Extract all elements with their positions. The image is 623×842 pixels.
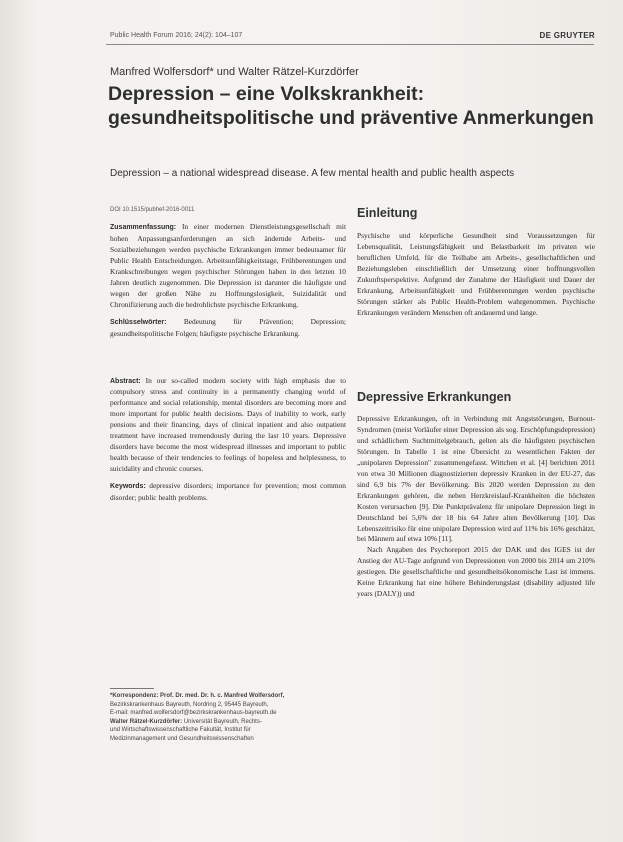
left-column xyxy=(110,222,346,504)
keywords-text: depressive disorders; importance for prevention; most common disorder; public health problems. xyxy=(110,481,346,503)
einleitung-text: Psychische und körperliche Gesundheit sind Vorаussetzungen für Lebensqualität, Leistungsfähigkeit und Belastbarkeit im privaten wie beruflichen Umfeld, für die Teilhabe am Arbeits-, gesellschaftlichen und Beziehungsleben einschließlich der Umsetzung einer hoffnungsvollen Zukunftsperspektive. Aufgrund der Zunahme der Häufigkeit und Dauer der Erkrankung, Arbeitsunfähigkeit und Frühberentungen werden psychische Störungen stärker als Public Health-Problem wahrgenommen. Psychische Erkrankungen verändern Menschen oft andauernd und lange. xyxy=(357,231,595,317)
journal-citation: Public Health Forum 2016; 24(2): 104–107 xyxy=(110,32,243,39)
abstract-text: In our so-called modern society with high emphasis due to compulsory stress and continuity in a permanently changing world of performance and social relationship, mental disorders are becoming more and more important for public health decisions. Days of inability to work, early pensions and their financing, days of clinical inpatient and also outpatient treatment have increased tremendously during the last 10 years. Depressive disorders have become the most widespread illnesses and important to public health because of their tendencies to feelings of hopeless and helplessness, to suicidality and chronic courses. xyxy=(110,375,346,474)
footnote-line: Bezirkskrankenhaus Bayreuth, Nordring 2, 95445 Bayreuth, xyxy=(110,701,269,708)
header-divider xyxy=(106,44,594,45)
keywords xyxy=(110,481,346,504)
keywords-label: Keywords: xyxy=(110,483,146,491)
schluesselwoerter-label: Schlüsselwörter: xyxy=(110,318,167,326)
footnote-line: und Wirtschaftswissenschaftliche Fakultät, Institut für xyxy=(110,727,251,734)
footnote-line: Medizinmanagement und Gesundheitswissenschaften xyxy=(110,735,254,742)
footnote-coauthor: Walter Rätzel-Kurzdörfer: xyxy=(110,718,183,725)
zusammenfassung-label: Zusammenfassung: xyxy=(110,224,177,231)
footnote-email: E-mail: manfred.wolfersdorf@bezirkskrankenhaus-bayreuth.de xyxy=(110,710,277,717)
schluesselwoerter-text: Bedeutung für Prävention; Depression; gesundheitspolitische Folgen; häufigste psychische Erkrankung. xyxy=(110,316,346,338)
publisher-logo: DE GRUYTER xyxy=(539,31,595,40)
footnote-line: Universität Bayreuth, Rechts- xyxy=(182,718,262,725)
paragraph: Nach Angaben des Psychoreport 2015 der DAK und des IGES ist der Anstieg der AU-Tage aufgrund von Depressionen von 2000 bis 2014 um 210% gestiegen. Die gesellschaftliche und gesundheitsökonomische Last ist immens. Keine Erkrankung hat eine höhere Behinderungslast (disability adjusted life years (DALY)) und xyxy=(357,545,595,599)
footnote-correspondence: *Korrespondenz: Prof. Dr. med. Dr. h. c. Manfred Wolfersdorf, xyxy=(110,693,285,699)
paragraph: Depressive Erkrankungen, oft in Verbindung mit Angststörungen, Burnout-Syndromen (meist Vorläufer einer Depression als sog. Erschöpfungsdepression) und schädlichem Suchtmittelgebrauch, gelten als die häufigsten psychischen Störungen. In Tabelle 1 ist eine Übersicht zu wesentlichen Fakten der „unipolaren Depression" zusammengefasst. Wittchen et al. [4] berichten 2011 von etwa 30 Millionen diagnostizierten depressiv Kranken in der EU-27, das sind 6,9 bis 7% der Bevölkerung. Bis 2020 werden Depression zu den Erkrankungen gehören, die neben Herzkreislauf-Krankheiten die höchsten Kosten verursachen [9]. Die Punktprävalenz für unipolare Depression liegt in Deutschland bei 5,6% der 18 bis 64 Jahre alten Bevölkerung [10]. Das Lebenszeitrisiko für eine unipolare Depression wird auf 11% bis 16% geschätzt, bei Männern auf etwa 10% [11]. xyxy=(357,414,595,544)
schluesselwoerter xyxy=(110,317,346,340)
footnote-divider xyxy=(110,688,154,689)
depressive-erkrankungen-text xyxy=(357,414,595,600)
abstract-label: Abstract: xyxy=(110,377,141,385)
section-heading-einleitung: Einleitung xyxy=(357,206,418,220)
abstract xyxy=(110,376,346,476)
article-subtitle: Depression – a national widespread disease. A few mental health and public health aspects xyxy=(110,168,515,179)
authors: Manfred Wolfersdorf* und Walter Rätzel-Kurzdörfer xyxy=(110,66,359,78)
doi: DOI 10.1515/pubhef-2016-0011 xyxy=(110,207,195,213)
section-heading-depressive-erkrankungen: Depressive Erkrankungen xyxy=(357,390,512,404)
correspondence-footnote xyxy=(110,692,346,744)
article-title: Depression – eine Volkskrankheit: gesundheitspolitische und präventive Anmerkungen xyxy=(108,83,594,129)
zusammenfassung xyxy=(110,222,346,311)
zusammenfassung-text: In einer modernen Dienstleistungsgesellschaft mit hohen Anpassungsanforderungen an sich ändernde Arbeits- und Sozialbeziehungen werden psychische Erkrankungen immer bedeutsamer für Public Health Entscheidungen. Arbeitsunfähigkeitstage, Frühberentungen und Krankschreibungen wegen psychischer Störungen haben in den letzten 10 Jahren deutlich zugenommen. Die Depression ist darunter die häufigste und wegen der großen Nähe zu Hoffnungslosigkeit, Suizidalität und Chronifizierung auch die bedrohlichste psychische Erkrankung. xyxy=(110,222,347,309)
